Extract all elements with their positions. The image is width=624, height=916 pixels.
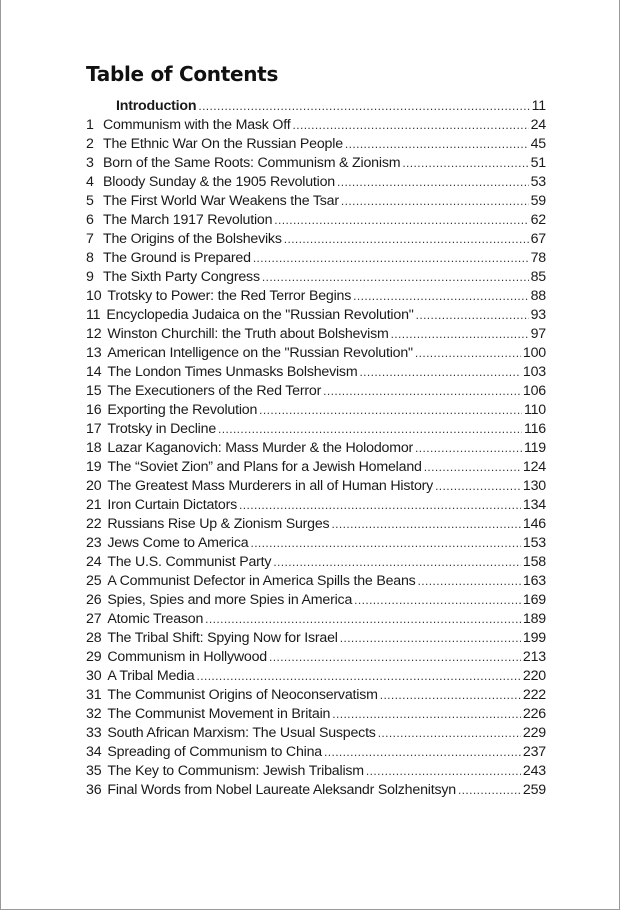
page-number: 189 [522,611,546,627]
chapter-number: 34 [86,744,102,760]
page-number: 199 [522,630,546,646]
page-number: 226 [522,706,546,722]
page-number: 11 [531,98,546,114]
chapter-title: Russians Rise Up & Zionism Surges [107,516,330,532]
chapter-number: 7 [86,231,94,247]
chapter-number: 17 [86,421,102,437]
chapter-number: 28 [86,630,102,646]
chapter-title: The U.S. Communist Party [107,554,272,570]
dot-leader [415,439,522,458]
chapter-number: 18 [86,440,102,456]
toc-entry[interactable] [86,515,546,534]
dot-leader [380,686,521,705]
chapter-title: The London Times Unmasks Bolshevism [107,364,358,380]
toc-entry[interactable] [86,724,546,743]
toc-entry[interactable] [86,287,546,306]
toc-entry[interactable] [86,686,546,705]
toc-entry[interactable] [86,458,546,477]
chapter-number: 8 [86,250,94,266]
dot-leader [205,610,521,629]
chapter-number: 2 [86,136,94,152]
chapter-number: 36 [86,782,102,798]
chapter-number: 23 [86,535,102,551]
chapter-number: 4 [86,174,94,190]
dot-leader [198,97,529,116]
dot-leader [269,648,521,667]
chapter-title: Spies, Spies and more Spies in America [107,592,353,608]
dot-leader [354,591,521,610]
chapter-number: 12 [86,326,102,342]
table-of-contents-list [86,97,546,800]
toc-entry[interactable] [86,230,546,249]
chapter-title: Exporting the Revolution [107,402,258,418]
page-number: 100 [522,345,546,361]
dot-leader [323,382,521,401]
dot-leader [435,477,521,496]
chapter-number: 26 [86,592,102,608]
toc-entry[interactable] [86,591,546,610]
chapter-number: 15 [86,383,102,399]
page-number: 163 [522,573,546,589]
chapter-title: Winston Churchill: the Truth about Bolshevism [107,326,389,342]
toc-entry[interactable] [86,648,546,667]
chapter-title: South African Marxism: The Usual Suspects [107,725,376,741]
chapter-number: 22 [86,516,102,532]
chapter-number: 10 [86,288,102,304]
toc-entry[interactable] [86,629,546,648]
page-number: 85 [530,269,546,285]
page-number: 119 [523,440,546,456]
toc-entry[interactable] [86,344,546,363]
toc-entry[interactable] [86,363,546,382]
toc-entry-introduction[interactable] [86,97,546,116]
dot-leader [332,705,521,724]
dot-leader [218,420,522,439]
toc-entry[interactable] [86,439,546,458]
chapter-number: 11 [86,307,101,323]
toc-entry[interactable] [86,249,546,268]
dot-leader [324,743,521,762]
page-number: 97 [530,326,546,342]
page-number: 259 [522,782,546,798]
chapter-title: The Ethnic War On the Russian People [103,136,343,152]
page-number: 158 [522,554,546,570]
page-number: 106 [522,383,546,399]
dot-leader [416,306,529,325]
page-number: 62 [530,212,546,228]
chapter-title: Atomic Treason [107,611,204,627]
toc-entry[interactable] [86,306,546,325]
chapter-title: The Ground is Prepared [103,250,251,266]
page-number: 110 [523,402,546,418]
chapter-number: 13 [86,345,102,361]
chapter-title: A Communist Defector in America Spills the Beans [107,573,416,589]
dot-leader [284,230,529,249]
page-number: 169 [522,592,546,608]
page-number: 24 [530,117,546,133]
dot-leader [239,496,521,515]
page-number: 78 [530,250,546,266]
chapter-number: 20 [86,478,102,494]
dot-leader [331,515,520,534]
chapter-title: Iron Curtain Dictators [107,497,238,513]
dot-leader [293,116,529,135]
toc-entry[interactable] [86,553,546,572]
dot-leader [341,192,529,211]
chapter-title: American Intelligence on the "Russian Revolution" [107,345,413,361]
dot-leader [359,363,520,382]
toc-entry[interactable] [86,762,546,781]
dot-leader [424,458,521,477]
dot-leader [378,724,521,743]
page-number: 124 [522,459,546,475]
dot-leader [250,534,520,553]
chapter-number: 3 [86,155,94,171]
chapter-number: 30 [86,668,102,684]
page-number: 220 [522,668,546,684]
chapter-title: A Tribal Media [107,668,195,684]
toc-entry[interactable] [86,610,546,629]
dot-leader [262,268,529,287]
dot-leader [402,154,528,173]
chapter-number: 25 [86,573,102,589]
toc-entry[interactable] [86,211,546,230]
dot-leader [415,344,521,363]
page-number: 51 [530,155,546,171]
page-number: 153 [522,535,546,551]
chapter-title: Trotsky to Power: the Red Terror Begins [107,288,352,304]
dot-leader [345,135,529,154]
chapter-title: Jews Come to America [107,535,249,551]
chapter-title: The Executioners of the Red Terror [107,383,322,399]
toc-entry[interactable] [86,743,546,762]
toc-entry[interactable] [86,534,546,553]
chapter-number: 32 [86,706,102,722]
dot-leader [337,173,529,192]
dot-leader [273,553,521,572]
chapter-number: 33 [86,725,102,741]
toc-entry[interactable] [86,572,546,591]
chapter-number: 5 [86,193,94,209]
chapter-title: The Key to Communism: Jewish Tribalism [107,763,364,779]
toc-entry[interactable] [86,116,546,135]
chapter-title: The “Soviet Zion” and Plans for a Jewish Homeland [107,459,422,475]
toc-entry[interactable] [86,420,546,439]
chapter-number: 24 [86,554,102,570]
chapter-title: Communism in Hollywood [107,649,267,665]
toc-entry[interactable] [86,325,546,344]
dot-leader [366,762,521,781]
chapter-number: 6 [86,212,94,228]
chapter-title: Introduction [116,98,197,114]
page-number: 237 [522,744,546,760]
dot-leader [458,781,521,800]
page-number: 88 [530,288,546,304]
chapter-number: 1 [86,117,94,133]
dot-leader [274,211,528,230]
toc-entry[interactable] [86,667,546,686]
toc-entry[interactable] [86,173,546,192]
chapter-number: 29 [86,649,102,665]
chapter-title: The March 1917 Revolution [103,212,273,228]
chapter-number: 35 [86,763,102,779]
toc-entry[interactable] [86,705,546,724]
dot-leader [253,249,529,268]
toc-entry[interactable] [86,268,546,287]
chapter-title: Final Words from Nobel Laureate Aleksandr Solzhenitsyn [107,782,456,798]
dot-leader [391,325,529,344]
chapter-number: 16 [86,402,102,418]
page-number: 67 [530,231,546,247]
dot-leader [197,667,521,686]
page-number: 45 [530,136,546,152]
chapter-title: The Greatest Mass Murderers in all of Human History [107,478,434,494]
chapter-number: 21 [86,497,102,513]
page-number: 59 [530,193,546,209]
toc-entry[interactable] [86,192,546,211]
toc-entry[interactable] [86,496,546,515]
toc-entry[interactable] [86,781,546,800]
chapter-title: Bloody Sunday & the 1905 Revolution [103,174,335,190]
chapter-title: The Sixth Party Congress [103,269,260,285]
chapter-number: 19 [86,459,102,475]
chapter-number: 27 [86,611,102,627]
chapter-title: The Communist Origins of Neoconservatism [107,687,378,703]
page-number: 130 [522,478,546,494]
dot-leader [340,629,521,648]
toc-entry[interactable] [86,401,546,420]
page-number: 222 [522,687,546,703]
chapter-number: 14 [86,364,102,380]
chapter-number: 9 [86,269,94,285]
chapter-title: The Communist Movement in Britain [107,706,331,722]
page-number: 146 [522,516,546,532]
chapter-number: 31 [86,687,102,703]
chapter-title: The Origins of the Bolsheviks [103,231,282,247]
page-number: 103 [522,364,546,380]
dot-leader [353,287,528,306]
toc-entry[interactable] [86,382,546,401]
chapter-title: Lazar Kaganovich: Mass Murder & the Holodomor [107,440,414,456]
page-number: 116 [523,421,546,437]
page-number: 134 [522,497,546,513]
chapter-title: Trotsky in Decline [107,421,217,437]
page-number: 93 [530,307,546,323]
toc-entry[interactable] [86,154,546,173]
page-number: 229 [522,725,546,741]
chapter-title: Encyclopedia Judaica on the "Russian Revolution" [106,307,414,323]
toc-entry[interactable] [86,135,546,154]
chapter-title: The First World War Weakens the Tsar [103,193,339,209]
page-number: 243 [522,763,546,779]
dot-leader [418,572,521,591]
chapter-title: The Tribal Shift: Spying Now for Israel [107,630,338,646]
dot-leader [259,401,522,420]
page-number: 213 [522,649,546,665]
page-number: 53 [530,174,546,190]
chapter-title: Communism with the Mask Off [103,117,291,133]
chapter-title: Born of the Same Roots: Communism & Zionism [103,155,401,171]
page-title: Table of Contents [86,62,279,86]
toc-entry[interactable] [86,477,546,496]
chapter-title: Spreading of Communism to China [107,744,322,760]
